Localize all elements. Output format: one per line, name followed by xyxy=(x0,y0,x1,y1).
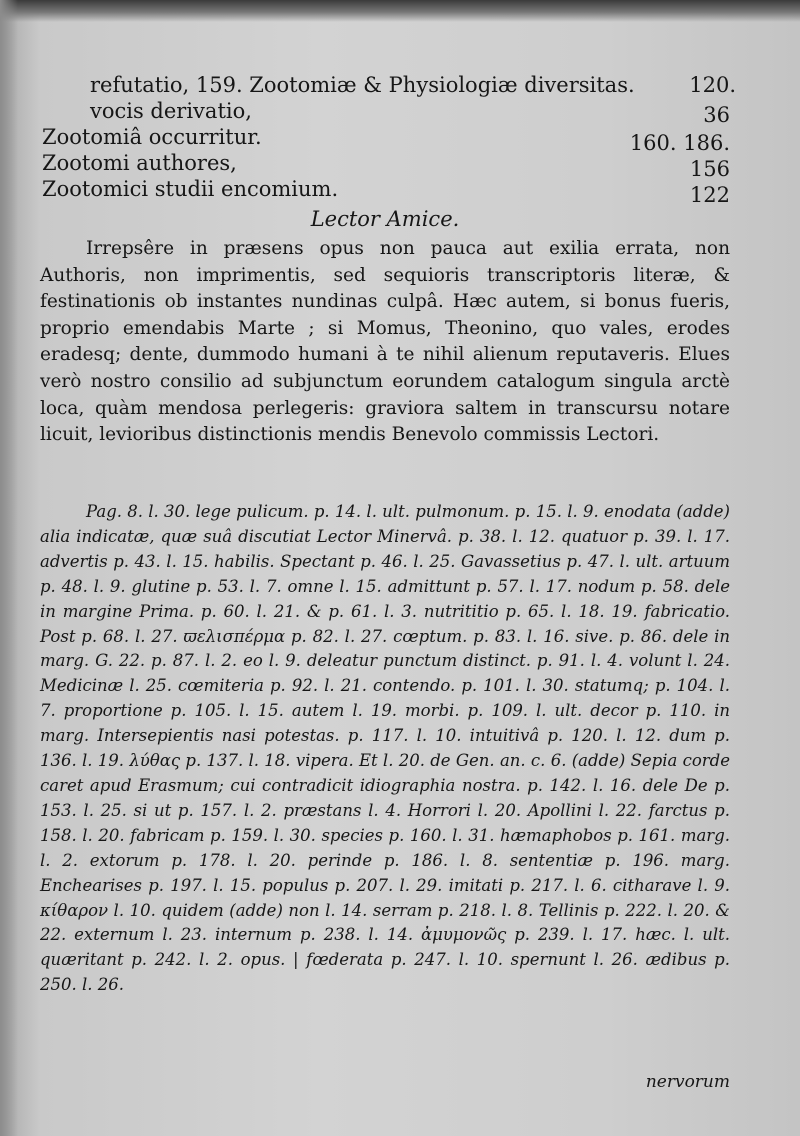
catchword: nervorum xyxy=(645,1072,730,1092)
index-term: Zootomici studii encomium. xyxy=(42,177,339,201)
index-term: Zootomiâ occurritur. xyxy=(42,125,262,149)
index-term: Zootomi authores, xyxy=(42,151,237,175)
index-pages: 120. xyxy=(689,73,736,97)
index-term: vocis derivatio, xyxy=(90,99,252,123)
scan-gutter-shadow xyxy=(0,0,18,1136)
index-pages: 156 xyxy=(689,157,730,181)
address-heading: Lector Amice. xyxy=(310,207,460,231)
index-pages: 160. 186. xyxy=(629,131,730,155)
index-pages: 36 xyxy=(703,103,730,127)
index-pages: 122 xyxy=(689,183,730,207)
text-block xyxy=(40,0,736,1136)
index-term: refutatio, 159. Zootomiæ & Physiologiæ diversitas. xyxy=(90,73,635,97)
preface-paragraph: Irrepsêre in præsens opus non pauca aut exilia errata, non Authoris, non imprimentis, sed sequioris transcriptoris literæ, & festinationis ob instantes nundinas culpâ. Hæc autem, si bonus fueris, proprio emendabis Marte ; si Momus, Theonino, quo vales, erodes eradesq; dente, dummodo humani à te nihil alienum reputaveris. Elues verò nostro consilio ad subjunctum eorundem catalogum singula arctè loca, quàm mendosa perlegeris: graviora saltem in transcursu notare licuit, levioribus distinctionis mendis Benevolo commissis Lectori. xyxy=(40,238,730,446)
errata-list: Pag. 8. l. 30. lege pulicum. p. 14. l. ult. pulmonum. p. 15. l. 9. enodata (adde) alia indicatæ, quæ suâ discutiat Lector Minervâ. p. 38. l. 12. quatuor p. 39. l. 17. advertis p. 43. l. 15. habilis. Spectant p. 46. l. 25. Gavassetius p. 47. l. ult. artuum p. 48. l. 9. glutine p. 53. l. 7. omne l. 15. admittunt p. 57. l. 17. nodum p. 58. dele in margine Prima. p. 60. l. 21. & p. 61. l. 3. nutrititio p. 65. l. 18. 19. fabricatio. Post p. 68. l. 27. ϖελισπέρμα p. 82. l. 27. cœptum. p. 83. l. 16. sive. p. 86. dele in marg. G. 22. p. 87. l. 2. eo l. 9. deleatur punctum distinct. p. 91. l. 4. volunt l. 24. Medicinæ l. 25. cœmiteria p. 92. l. 21. contendo. p. 101. l. 30. statumq; p. 104. l. 7. proportione p. 105. l. 15. autem l. 19. morbi. p. 109. l. ult. decor p. 110. in marg. Intersepientis nasi potestas. p. 117. l. 10. intuitivâ p. 120. l. 12. dum p. 136. l. 19. λύθας p. 137. l. 18. vipera. Et l. 20. de Gen. an. c. 6. (adde) Sepia corde caret apud Erasmum; cui contradicit idiographia nostra. p. 142. l. 16. dele De p. 153. l. 25. si ut p. 157. l. 2. præstans l. 4. Horrori l. 20. Apollini l. 22. farctus p. 158. l. 20. fabricam p. 159. l. 30. species p. 160. l. 31. hæmaphobos p. 161. marg. l. 2. extorum p. 178. l. 20. perinde p. 186. l. 8. sententiæ p. 196. marg. Enchearises p. 197. l. 15. populus p. 207. l. 29. imitati p. 217. l. 6. citharave l. 9. κίθαρον l. 10. quidem (adde) non l. 14. serram p. 218. l. 8. Tellinis p. 222. l. 20. & 22. externum l. 23. internum p. 238. l. 14. ἀμυμονῶς p. 239. l. 17. hæc. l. ult. quæritant p. 242. l. 2. opus. | fœderata p. 247. l. 10. spernunt l. 26. ædibus p. 250. l. 26. xyxy=(40,502,730,995)
